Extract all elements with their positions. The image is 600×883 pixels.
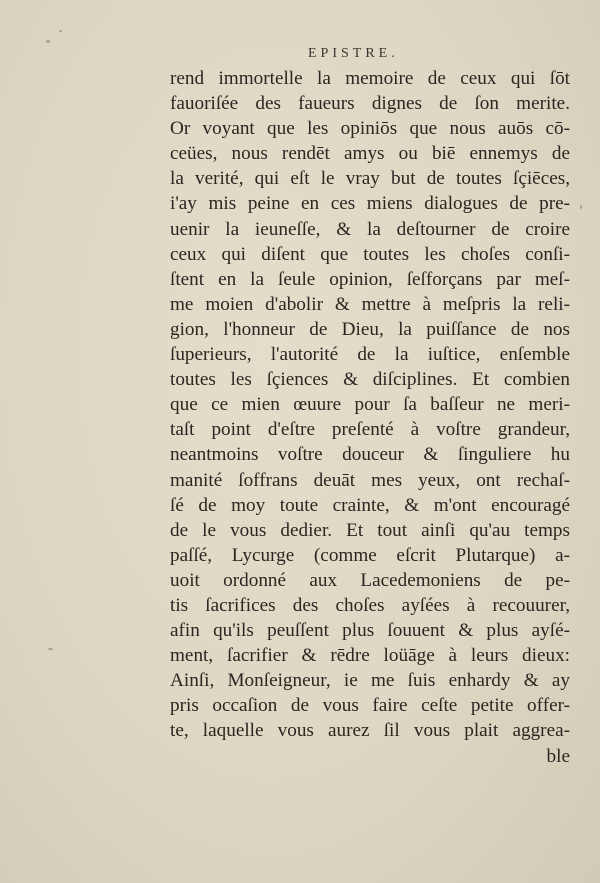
text-line: fauoriſée des faueurs dignes de ſon merite. bbox=[170, 93, 570, 115]
text-line: de le vous dedier. Et tout ainſi qu'au temps bbox=[170, 519, 570, 541]
text-line: pris occaſion de vous faire ceſte petite offer- bbox=[170, 695, 570, 717]
paper-speck bbox=[46, 40, 50, 43]
paper-speck bbox=[59, 30, 62, 32]
text-line: ment, ſacrifier & rēdre loüāge à leurs dieux: bbox=[170, 645, 570, 667]
text-line: Or voyant que les opiniōs que nous auōs cō- bbox=[170, 118, 570, 140]
text-line: toutes les ſçiences & diſciplines. Et combien bbox=[170, 369, 570, 391]
text-line: neantmoins voſtre douceur & ſinguliere hu bbox=[170, 444, 570, 466]
catchword: ble bbox=[546, 745, 570, 767]
text-line: Ainſi, Monſeigneur, ie me ſuis enhardy & ay bbox=[170, 670, 570, 692]
text-line: gion, l'honneur de Dieu, la puiſſance de nos bbox=[170, 318, 570, 340]
text-line: tis ſacrifices des choſes ayſées à recouurer, bbox=[170, 594, 570, 616]
text-line: me moien d'abolir & mettre à meſpris la reli- bbox=[170, 293, 570, 315]
text-line: rend immortelle la memoire de ceux qui ſōt bbox=[170, 68, 570, 89]
text-line: ceux qui diſent que toutes les choſes conſi- bbox=[170, 243, 570, 265]
text-line: que ce mien œuure pour ſa baſſeur ne meri- bbox=[170, 394, 570, 416]
text-line: ſuperieurs, l'autorité de la iuſtice, enſemble bbox=[170, 344, 570, 366]
text-line: ſé de moy toute crainte, & m'ont encouragé bbox=[170, 494, 570, 516]
text-line: afin qu'ils peuſſent plus ſouuent & plus ayſé- bbox=[170, 620, 570, 642]
text-line: manité ſoffrans deuāt mes yeux, ont rechaſ- bbox=[170, 469, 570, 491]
text-line: i'ay mis peine en ces miens dialogues de pre- bbox=[170, 193, 570, 215]
paper-speck bbox=[48, 648, 53, 650]
text-line: ceües, nous rendēt amys ou biē ennemys de bbox=[170, 143, 570, 165]
running-head: EPISTRE. bbox=[308, 46, 399, 61]
body-text bbox=[170, 66, 570, 769]
text-line: taſt point d'eſtre preſenté à voſtre grandeur, bbox=[170, 419, 570, 441]
text-line: uoit ordonné aux Lacedemoniens de pe- bbox=[170, 569, 570, 591]
text-line: ſtent en la ſeule opinion, ſeſforçans par meſ- bbox=[170, 268, 570, 290]
text-line: te, laquelle vous aurez ſil vous plait aggrea- bbox=[170, 720, 570, 742]
text-line: paſſé, Lycurge (comme eſcrit Plutarque) a- bbox=[170, 544, 570, 566]
paper-speck bbox=[580, 205, 582, 209]
text-line: uenir la ieuneſſe, & la deſtourner de croire bbox=[170, 218, 570, 240]
text-line: la verité, qui eſt le vray but de toutes ſçiēces, bbox=[170, 168, 570, 190]
